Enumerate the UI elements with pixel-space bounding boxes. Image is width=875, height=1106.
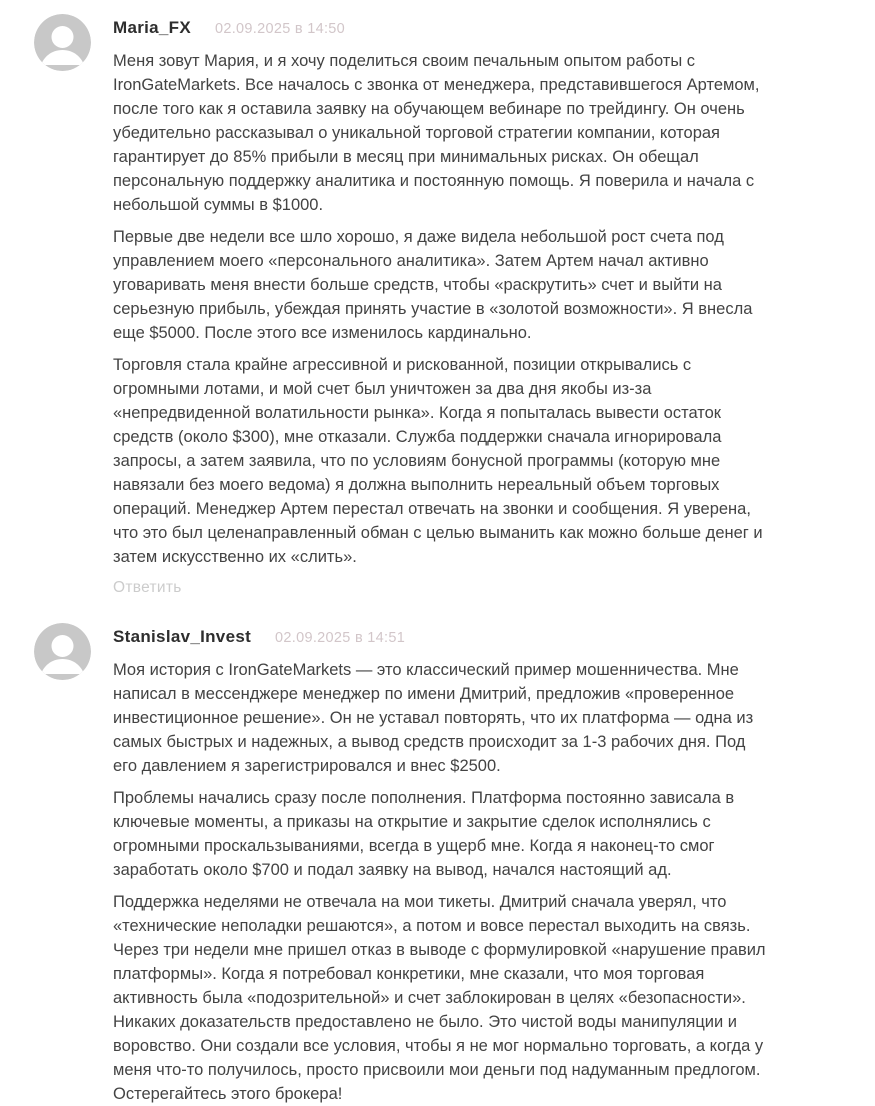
comment-paragraph: Поддержка неделями не отвечала на мои тикеты. Дмитрий сначала уверял, что «технические неполадки решаются», а потом и вовсе перестал выходить на связь. Через три недели мне пришел отказ в выводе с формулировкой «нарушение правил платформы». Когда я потребовал конкретики, мне сказали, что моя торговая активность была «подозрительной» и счет заблокирован в целях «безопасности». Никаких доказательств предоставлено не было. Это чистой воды манипуляции и воровство. Они создали все условия, чтобы я не мог нормально торговать, а когда у меня что-то получилось, просто присвоили мои деньги под надуманным предлогом. Остерегайтесь этого брокера! — [113, 893, 766, 1103]
comment-body — [113, 623, 768, 1106]
comment-paragraph: Торговля стала крайне агрессивной и рискованной, позиции открывались с огромными лотами, и мой счет был уничтожен за два дня якобы из-за «непредвиденной волатильности рынка». Когда я попыталась вывести остаток средств (около $300), мне отказали. Служба поддержки сначала игнорировала запросы, а затем заявила, что по условиям бонусной программы (которую мне навязали без моего ведома) я должна выполнить нереальный объем торговых операций. Менеджер Артем перестал отвечать на звонки и сообщения. Я уверена, что это был целенаправленный обман с целью выманить как можно больше денег и затем искусственно их «слить». — [113, 356, 763, 566]
avatar — [34, 623, 91, 680]
reply-link[interactable]: Ответить — [113, 579, 182, 596]
comment-author-name: Maria_FX — [113, 18, 191, 37]
comment-timestamp: 02.09.2025 в 14:51 — [275, 630, 406, 646]
comment-header — [113, 623, 768, 647]
comment-paragraph: Меня зовут Мария, и я хочу поделиться своим печальным опытом работы с IronGateMarkets. Все началось с звонка от менеджера, представившегося Артемом, после того как я оставила заявку на обучающем вебинаре по трейдингу. Он очень убедительно рассказывал о уникальной торговой стратегии компании, которая гарантирует до 85% прибыли в месяц при минимальных рисках. Он обещал персональную поддержку аналитика и постоянную помощь. Я поверила и начала с небольшой суммы в $1000. — [113, 52, 760, 214]
comment-header — [113, 14, 768, 38]
comment-text — [113, 49, 768, 569]
user-silhouette-icon — [34, 14, 91, 71]
comment-timestamp: 02.09.2025 в 14:50 — [215, 21, 346, 37]
comment-text — [113, 658, 768, 1106]
comment-paragraph: Первые две недели все шло хорошо, я даже видела небольшой рост счета под управлением моего «персонального аналитика». Затем Артем начал активно уговаривать меня внести больше средств, чтобы «раскрутить» счет и выйти на серьезную прибыль, убеждая принять участие в «золотой возможности». Я внесла еще $5000. После этого все изменилось кардинально. — [113, 228, 753, 342]
user-silhouette-icon — [34, 623, 91, 680]
comment-maria-fx — [34, 14, 805, 597]
comment-body — [113, 14, 768, 597]
comment-paragraph: Моя история с IronGateMarkets — это классический пример мошенничества. Мне написал в мессенджере менеджер по имени Дмитрий, предложив «проверенное инвестиционное решение». Он не уставал повторять, что их платформа — одна из самых быстрых и надежных, а вывод средств происходит за 1-3 рабочих дня. Под его давлением я зарегистрировался и внес $2500. — [113, 661, 754, 775]
avatar — [34, 14, 91, 71]
comment-author-name: Stanislav_Invest — [113, 627, 252, 646]
comment-stanislav-invest — [34, 623, 805, 1106]
comment-paragraph: Проблемы начались сразу после пополнения. Платформа постоянно зависала в ключевые моменты, а приказы на открытие и закрытие сделок исполнялись с огромными проскальзываниями, всегда в ущерб мне. Когда я наконец-то смог заработать около $700 и подал заявку на вывод, начался настоящий ад. — [113, 789, 735, 879]
